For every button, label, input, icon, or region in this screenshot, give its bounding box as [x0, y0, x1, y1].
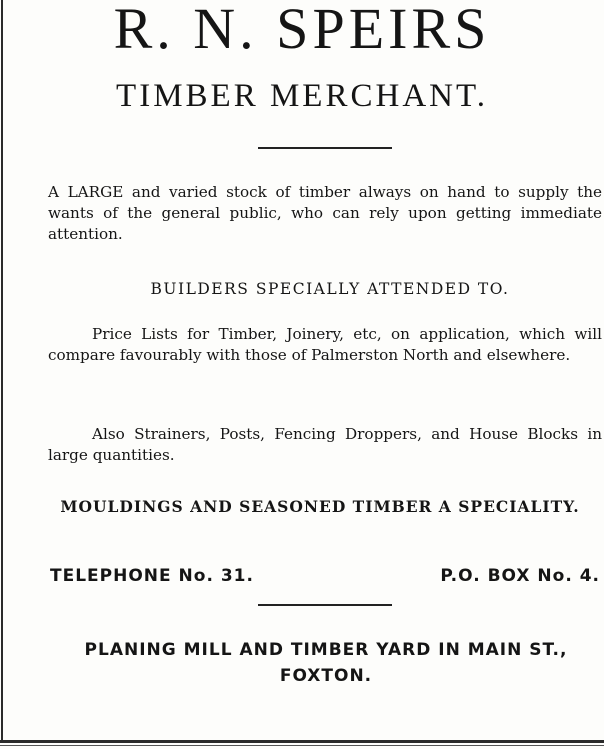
stock-paragraph: A LARGE and varied stock of timber always on hand to supply the wants of the general public, who can rely upon getting immediate attention.	[48, 183, 602, 243]
bottom-border-thin	[0, 745, 604, 746]
divider-top	[258, 147, 392, 149]
strainers-paragraph: Also Strainers, Posts, Fencing Droppers, and House Blocks in large quantities.	[48, 425, 602, 464]
price-list-paragraph: Price Lists for Timber, Joinery, etc, on application, which will compare favourably with those of Palmerston North and elsewhere.	[48, 325, 602, 364]
divider-bottom	[258, 604, 392, 606]
bottom-border	[0, 740, 604, 743]
builders-line: BUILDERS SPECIALLY ATTENDED TO.	[150, 280, 510, 298]
po-box: P.O. BOX No. 4.	[440, 566, 600, 586]
business-name: R. N. SPEIRS	[113, 0, 491, 61]
business-trade: TIMBER MERCHANT.	[116, 78, 488, 114]
telephone-number: TELEPHONE No. 31.	[50, 566, 254, 586]
mill-location: PLANING MILL AND TIMBER YARD IN MAIN ST., FOXTON.	[84, 640, 568, 686]
mouldings-line: MOULDINGS AND SEASONED TIMBER A SPECIALITY.	[60, 497, 580, 516]
